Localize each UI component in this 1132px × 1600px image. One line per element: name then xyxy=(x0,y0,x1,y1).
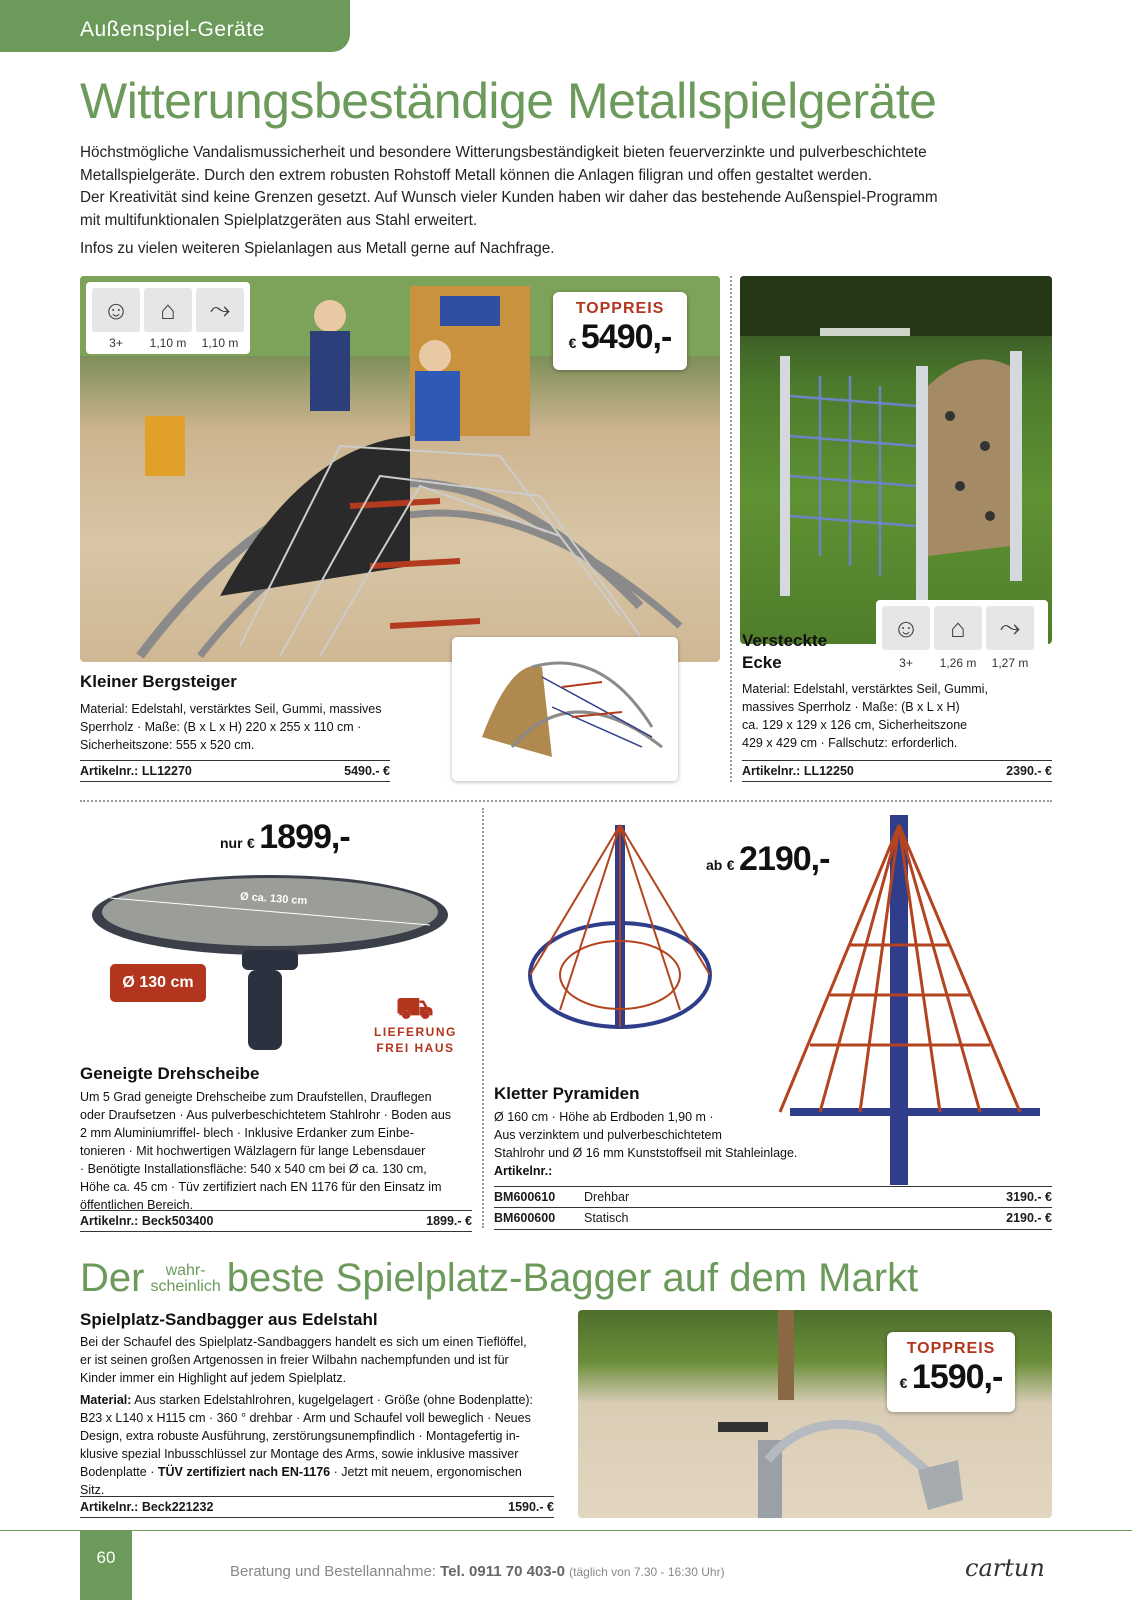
bergsteiger-desc xyxy=(80,700,400,754)
material-text: Bodenplatte · xyxy=(80,1465,158,1479)
desc-line: B23 x L140 x H115 cm · 360 ° drehbar · Arm und Schaufel voll beweglich · Neues xyxy=(80,1411,531,1425)
heading-der: Der xyxy=(80,1256,145,1300)
heading-small-line: scheinlich xyxy=(150,1277,221,1295)
diameter-label: Ø ca. 130 cm xyxy=(239,890,308,908)
article-price: 1590.- € xyxy=(508,1500,554,1514)
sandbagger-article-row xyxy=(80,1496,554,1518)
versteckte-ecke-title xyxy=(742,630,827,674)
footer-contact xyxy=(230,1563,725,1580)
fall-height-icon: ⌂ xyxy=(144,288,192,332)
price: 5490,- xyxy=(580,318,672,356)
tuev-text: TÜV zertifiziert nach EN-1176 xyxy=(157,1465,331,1479)
article-price: 2390.- € xyxy=(1006,764,1052,778)
article-type: Statisch xyxy=(584,1211,629,1225)
age-icon: ☺ xyxy=(882,606,930,650)
sandbagger-desc xyxy=(80,1333,570,1499)
column-divider xyxy=(730,276,732,782)
article-number: Artikelnr.: LL12270 xyxy=(80,764,192,778)
delivery-badge xyxy=(374,994,457,1056)
desc-line: er ist seinen großen Artgenossen in freier Wilbahn nachempfunden und ist für xyxy=(80,1353,509,1367)
article-number: Artikelnr.: LL12250 xyxy=(742,764,854,778)
desc-line: Kinder immer ein Highlight auf jedem Spielplatz. xyxy=(80,1371,347,1385)
drehscheibe-article-row xyxy=(80,1210,472,1232)
article-price: 2190.- € xyxy=(1006,1211,1052,1225)
icon-label: 3+ xyxy=(109,336,123,350)
desc-line: · Benötigte Installationsfläche: 540 x 540 cm bei Ø ca. 130 cm, xyxy=(80,1162,427,1176)
fall-height-icon: ⌂ xyxy=(934,606,982,650)
desc-line: klusive spezial Inbusschlüssel zur Montage des Arms, sowie inklusive massiver xyxy=(80,1447,519,1461)
pyramiden-desc xyxy=(494,1108,834,1180)
toppreis-label: TOPPREIS xyxy=(906,1340,996,1357)
diameter-badge: Ø 130 cm xyxy=(110,964,206,1002)
article-label: Artikelnr.: xyxy=(494,1164,553,1178)
intro-line: Der Kreativität sind keine Grenzen gesetzt. Auf Wunsch vieler Kunden haben wir daher das bestehende Außenspiel-Programm xyxy=(80,189,938,206)
title-line: Ecke xyxy=(742,653,782,672)
section-heading xyxy=(80,1256,918,1301)
versteckte-ecke-icons xyxy=(876,600,1048,672)
desc-line: 429 x 429 cm · Fallschutz: erforderlich. xyxy=(742,736,958,750)
table-row xyxy=(494,1186,1052,1208)
desc-line: öffentlichen Bereich. xyxy=(80,1198,194,1212)
bergsteiger-render-illustration xyxy=(452,637,678,781)
material-text: · Jetzt mit neuem, ergonomischen xyxy=(330,1465,522,1479)
intro-line: mit multifunktionalen Spielplatzgeräten aus Stahl erweitert. xyxy=(80,211,478,229)
page-title: Witterungsbeständige Metallspielgeräte xyxy=(80,73,937,129)
article-number: Artikelnr.: Beck503400 xyxy=(80,1214,214,1228)
desc-line: Bei der Schaufel des Spielplatz-Sandbaggers handelt es sich um einen Tieflöffel, xyxy=(80,1335,527,1349)
intro-line: Höchstmögliche Vandalismussicherheit und besondere Witterungsbeständigkeit bieten feuerverzinkte und pulverbeschichtete xyxy=(80,144,927,161)
desc-line: Ø 160 cm · Höhe ab Erdboden 1,90 m · xyxy=(494,1110,714,1124)
versteckte-ecke-illustration xyxy=(740,276,1052,644)
delivery-line: LIEFERUNG xyxy=(374,1025,457,1039)
price-prefix: nur xyxy=(220,835,243,851)
material-label: Material: xyxy=(80,1393,132,1407)
article-price: 1899.- € xyxy=(426,1214,472,1228)
drehscheibe-price xyxy=(220,818,350,857)
currency: € xyxy=(568,335,577,351)
desc-line: Stahlrohr und Ø 16 mm Kunststoffseil mit Stahleinlage. xyxy=(494,1146,798,1160)
desc-line: Höhe ca. 45 cm · Tüv zertifiziert nach EN 1176 für den Einsatz im xyxy=(80,1180,442,1194)
icon-label: 1,27 m xyxy=(991,656,1029,670)
versteckte-ecke-photo xyxy=(740,276,1052,644)
sandbagger-title: Spielplatz-Sandbagger aus Edelstahl xyxy=(80,1310,378,1329)
heading-rest: beste Spielplatz-Bagger auf dem Markt xyxy=(226,1256,919,1300)
versteckte-ecke-desc xyxy=(742,680,1042,752)
desc-line: Aus verzinktem und pulverbeschichtetem xyxy=(494,1128,722,1142)
desc-line: Material: Edelstahl, verstärktes Seil, Gummi, massives xyxy=(80,702,382,716)
versteckte-ecke-article-row xyxy=(742,760,1052,782)
column-divider xyxy=(482,808,484,1228)
price: 1899,- xyxy=(259,818,350,856)
icon-label: 1,26 m xyxy=(939,656,977,670)
desc-line: oder Draufsetzen · Aus pulverbeschichtetem Stahlrohr · Boden aus xyxy=(80,1108,452,1122)
sandbagger-price-box xyxy=(887,1332,1015,1412)
article-price: 3190.- € xyxy=(1006,1190,1052,1204)
bergsteiger-article-row xyxy=(80,760,390,782)
desc-line: Sitz. xyxy=(80,1483,105,1497)
desc-line: tonieren · Mit hochwertigen Wälzlagern für lange Lebensdauer xyxy=(80,1144,426,1158)
footer-divider xyxy=(0,1530,1132,1531)
contact-phone: Tel. 0911 70 403-0 xyxy=(440,1563,565,1580)
desc-line: massives Sperrholz · Maße: (B x L x H) xyxy=(742,700,960,714)
pyramiden-price xyxy=(706,840,829,879)
pyramiden-article-table xyxy=(494,1186,1052,1230)
small-pyramid xyxy=(530,825,710,1027)
heading-small xyxy=(150,1263,220,1295)
contact-hours: (täglich von 7.30 - 16:30 Uhr) xyxy=(569,1565,725,1579)
drehscheibe-desc xyxy=(80,1088,476,1214)
desc-line: Um 5 Grad geneigte Drehscheibe zum Draufstellen, Drauflegen xyxy=(80,1090,432,1104)
brand-logo: cartun xyxy=(965,1554,1045,1582)
heading-small-line: wahr- xyxy=(165,1261,206,1279)
bergsteiger-title: Kleiner Bergsteiger xyxy=(80,672,237,691)
icon-label: 1,10 m xyxy=(201,336,239,350)
icon-labels xyxy=(882,656,1042,670)
section-tab: Außenspiel-Geräte xyxy=(0,0,350,52)
pyramiden-title: Kletter Pyramiden xyxy=(494,1084,640,1103)
desc-line: Material: Edelstahl, verstärktes Seil, Gummi, xyxy=(742,682,988,696)
material-text: Aus starken Edelstahlrohren, kugelgelagert · Größe (ohne Bodenplatte): xyxy=(131,1393,534,1407)
desc-line: 2 mm Aluminiumriffel- blech · Inklusive Erdanker zum Einbe- xyxy=(80,1126,414,1140)
page-number: 60 xyxy=(80,1530,132,1600)
article-type: Drehbar xyxy=(584,1190,630,1204)
bergsteiger-price-box xyxy=(553,292,687,370)
slide-icon: ⤳ xyxy=(986,606,1034,650)
desc-line xyxy=(80,1391,570,1409)
title-line: Versteckte xyxy=(742,631,828,650)
icon-label: 3+ xyxy=(899,656,913,670)
desc-line: ca. 129 x 129 x 126 cm, Sicherheitszone xyxy=(742,718,968,732)
drehscheibe-title: Geneigte Drehscheibe xyxy=(80,1064,260,1083)
slide-icon: ⤳ xyxy=(196,288,244,332)
delivery-line: FREI HAUS xyxy=(376,1041,455,1055)
desc-line: Sperrholz · Maße: (B x L x H) 220 x 255 x 110 cm · xyxy=(80,720,362,734)
desc-line xyxy=(80,1463,570,1481)
intro-line: Metallspielgeräte. Durch den extrem robusten Rohstoff Metall können die Anlagen filigran und offen gestaltet werden. xyxy=(80,166,872,184)
price: 1590,- xyxy=(911,1358,1003,1396)
contact-label: Beratung und Bestellannahme: xyxy=(230,1563,436,1580)
price-prefix: ab xyxy=(706,857,723,873)
icon-labels xyxy=(92,336,244,350)
toppreis-label: TOPPREIS xyxy=(575,300,665,317)
bergsteiger-render xyxy=(452,637,678,781)
price: 2190,- xyxy=(739,840,830,878)
article-price: 5490.- € xyxy=(344,764,390,778)
currency: € xyxy=(726,857,735,873)
desc-line: Sicherheitszone: 555 x 520 cm. xyxy=(80,738,255,752)
article-number: BM600600 xyxy=(494,1211,556,1225)
intro-text xyxy=(80,142,1040,261)
article-number: BM600610 xyxy=(494,1190,556,1204)
intro-line: Infos zu vielen weiteren Spielanlagen aus Metall gerne auf Nachfrage. xyxy=(80,240,555,257)
table-row xyxy=(494,1208,1052,1230)
article-number: Artikelnr.: Beck221232 xyxy=(80,1500,214,1514)
currency: € xyxy=(899,1375,908,1391)
icon-label: 1,10 m xyxy=(149,336,187,350)
truck-icon: ⛟ xyxy=(395,992,436,1025)
desc-line: Design, extra robuste Ausführung, zerstörungsunempfindlich · Montagefertig in- xyxy=(80,1429,520,1443)
currency: € xyxy=(247,835,255,851)
row-divider xyxy=(80,800,1052,802)
bergsteiger-icons xyxy=(86,282,250,354)
age-icon: ☺ xyxy=(92,288,140,332)
